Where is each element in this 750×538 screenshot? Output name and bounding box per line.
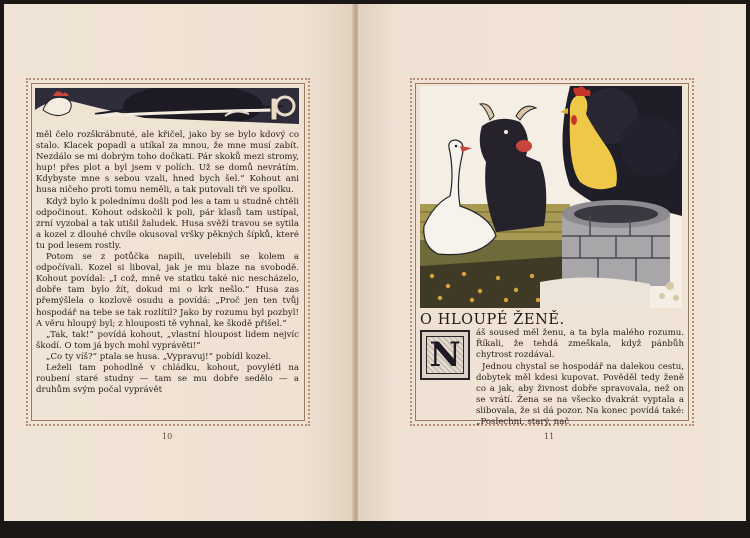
paragraph: Když bylo k polednímu došli pod les a tam u studně chtěli odpočinout. Kohout odskočil k poli, pár klasů tam ustípal, zrní vyzobal a tak utišil žaludek. Husa svěží travou se sytila a kozel z dlouhé chvíle okusoval vršky pěkných šípků, které tu pod lesem rostly. [36, 196, 299, 251]
page-number-left: 10 [162, 432, 173, 441]
paragraph: áš soused měl ženu, a ta byla malého rozumu. Říkali, že tehdá zmeškala, když pánbůh chytrost rozdával. [476, 328, 684, 361]
header-illustration [35, 88, 299, 128]
left-page [4, 4, 354, 525]
paragraph: měl čelo rozškrábnuté, ale křičel, jako by se bylo kdový co stalo. Klacek popadl a utíkal za mnou, že mne musí zabít. Nezdálo se mi dobrým toho dočkati. Pár skoků mezi stromy, hup! přes plot a byl jsem v polích. Už se domů nevrátím. Kdybyste mne s sebou vzali, hned bych šel.“ Kohout ani husa ničeho proti tomu neměli, a tak putovali tři ve spolku. [36, 130, 299, 196]
book-spread [4, 4, 746, 525]
right-page [358, 4, 746, 525]
dropcap-letter: N [429, 335, 461, 375]
paragraph: Jednou chystal se hospodář na dalekou cestu, dobytek měl kdesi kupovat. Pověděl tedy ženě co a jak, aby živnost dobře spravovala, než on se vrátí. Žena se na všecko dvakrát vyptala a slibovala, že si dá pozor. Na konec povídá také: „Poslechni, starý, nač [476, 362, 684, 428]
paragraph: „Co ty víš?“ ptala se husa. „Vypravuj!“ pobídl kozel. [46, 351, 272, 362]
paragraph: Potom se z potůčka napili, uvelebili se kolem a odpočívali. Kozel si liboval, jak je mu blaze na svobodě. Kohout povídal: „I což, mně ve statku také nic nescházelo, dobře tam bylo žít, dokud mi o krk nešlo.“ Husa zas přemýšlela o kozlově osudu a povídá: „Proč jen ten tvůj hospodář na tebe se tak rozlítil? Jako by rozumu byl pozbyl! A věru hloupý byl; z hlouposti tě vyhnal, ke škodě přišel.“ [36, 252, 299, 329]
right-page-text-first [476, 328, 684, 361]
paragraph: „Tak, tak!“ povídá kohout, „vlastní hloupost lidem nejvíc škodí. O tom já bych mohl vyprávěti!“ [36, 329, 299, 351]
right-page-text [420, 362, 684, 429]
rooster-sword-vignette [35, 88, 299, 128]
goose-goat-rooster-illustration [420, 86, 682, 308]
book-edge [0, 521, 750, 538]
page-number-right: 11 [544, 432, 555, 441]
left-page-text [36, 130, 299, 396]
animals-at-well-image [420, 86, 682, 308]
paragraph: Leželi tam pohodlně v chládku, kohout, povylétl na roubení staré studny — tam se mu dobře sedělo — a druhům svým počal vyprávět [36, 362, 299, 396]
chapter-title: O HLOUPÉ ŽENĚ. [420, 312, 565, 328]
